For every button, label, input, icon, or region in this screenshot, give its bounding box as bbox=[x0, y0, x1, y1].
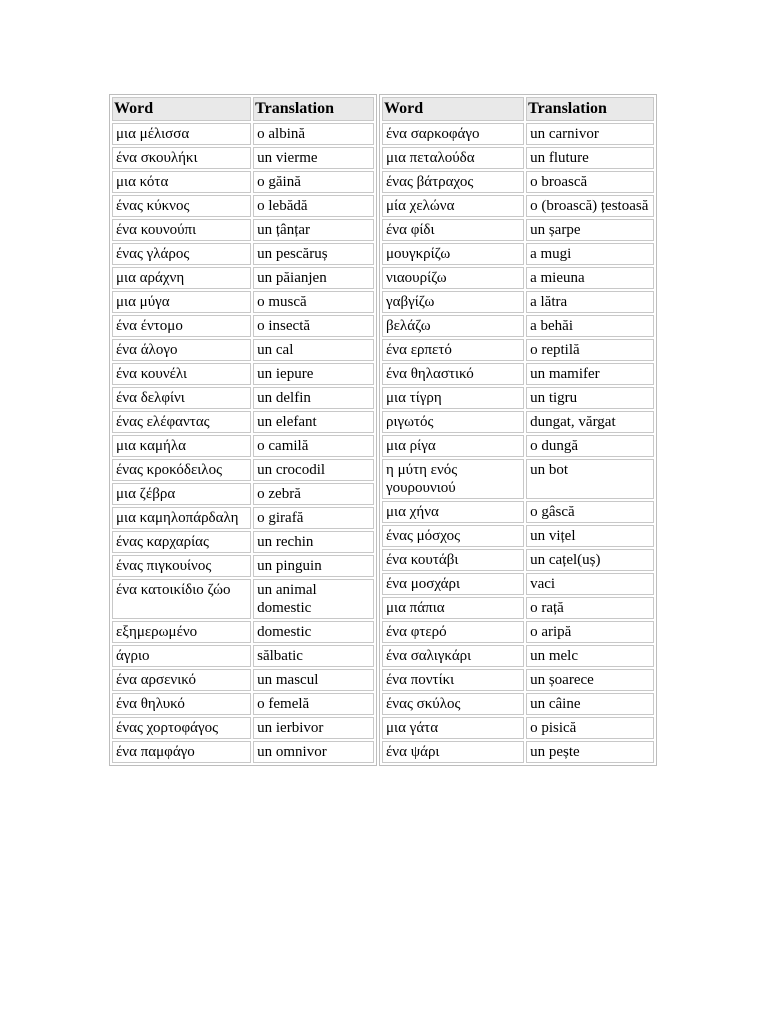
translation-cell: o gâscă bbox=[526, 501, 654, 523]
translation-cell: un pinguin bbox=[253, 555, 374, 577]
translation-cell: vaci bbox=[526, 573, 654, 595]
translation-cell: o rață bbox=[526, 597, 654, 619]
table-row bbox=[112, 693, 374, 715]
table-row bbox=[382, 597, 654, 619]
table-row bbox=[382, 525, 654, 547]
table-row bbox=[382, 621, 654, 643]
table-row bbox=[112, 339, 374, 361]
column-header-translation: Translation bbox=[253, 97, 374, 121]
greek-word-cell: μια χήνα bbox=[382, 501, 524, 523]
greek-word-cell: ένα σαρκοφάγο bbox=[382, 123, 524, 145]
table-row bbox=[112, 483, 374, 505]
greek-word-cell: μια πάπια bbox=[382, 597, 524, 619]
greek-word-cell: μια καμηλοπάρδαλη bbox=[112, 507, 251, 529]
greek-word-cell: ένα θηλαστικό bbox=[382, 363, 524, 385]
translation-cell: a behăi bbox=[526, 315, 654, 337]
table-row bbox=[382, 363, 654, 385]
header-row bbox=[382, 97, 654, 121]
translation-cell: un elefant bbox=[253, 411, 374, 433]
table-row bbox=[382, 195, 654, 217]
greek-word-cell: μια μύγα bbox=[112, 291, 251, 313]
table-row bbox=[382, 573, 654, 595]
translation-cell: un pește bbox=[526, 741, 654, 763]
translation-cell: o găină bbox=[253, 171, 374, 193]
header-row bbox=[112, 97, 374, 121]
table-row bbox=[382, 267, 654, 289]
greek-word-cell: ένα κουνούπι bbox=[112, 219, 251, 241]
greek-word-cell: ένα σκουλήκι bbox=[112, 147, 251, 169]
greek-word-cell: ένας βάτραχος bbox=[382, 171, 524, 193]
table-body bbox=[112, 123, 374, 763]
table-row bbox=[382, 693, 654, 715]
translation-cell: un fluture bbox=[526, 147, 654, 169]
table-row bbox=[112, 315, 374, 337]
greek-word-cell: μία χελώνα bbox=[382, 195, 524, 217]
translation-cell: un carnivor bbox=[526, 123, 654, 145]
translation-cell: un animal domestic bbox=[253, 579, 374, 619]
greek-word-cell: μια γάτα bbox=[382, 717, 524, 739]
table-row bbox=[112, 435, 374, 457]
table-row bbox=[112, 459, 374, 481]
translation-cell: o pisică bbox=[526, 717, 654, 739]
greek-word-cell: μια αράχνη bbox=[112, 267, 251, 289]
table-row bbox=[112, 243, 374, 265]
translation-cell: o aripă bbox=[526, 621, 654, 643]
translation-cell: a lătra bbox=[526, 291, 654, 313]
greek-word-cell: ένα ψάρι bbox=[382, 741, 524, 763]
translation-cell: un omnivor bbox=[253, 741, 374, 763]
greek-word-cell: ένα φίδι bbox=[382, 219, 524, 241]
translation-cell: o reptilă bbox=[526, 339, 654, 361]
greek-word-cell: ένα έντομο bbox=[112, 315, 251, 337]
table-row bbox=[112, 171, 374, 193]
translation-cell: o femelă bbox=[253, 693, 374, 715]
translation-cell: un cal bbox=[253, 339, 374, 361]
table-row bbox=[382, 549, 654, 571]
greek-word-cell: ένα φτερό bbox=[382, 621, 524, 643]
translation-cell: o (broască) țestoasă bbox=[526, 195, 654, 217]
table-row bbox=[112, 147, 374, 169]
greek-word-cell: ένα κατοικίδιο ζώο bbox=[112, 579, 251, 619]
greek-word-cell: ένα δελφίνι bbox=[112, 387, 251, 409]
table-row bbox=[112, 123, 374, 145]
translation-cell: un melc bbox=[526, 645, 654, 667]
translation-cell: un pescăruș bbox=[253, 243, 374, 265]
greek-word-cell: ένας χορτοφάγος bbox=[112, 717, 251, 739]
table-row bbox=[382, 123, 654, 145]
greek-word-cell: ένας γλάρος bbox=[112, 243, 251, 265]
table-row bbox=[112, 219, 374, 241]
table-row bbox=[382, 411, 654, 433]
greek-word-cell: ένα κουτάβι bbox=[382, 549, 524, 571]
translation-cell: o insectă bbox=[253, 315, 374, 337]
translation-cell: a mugi bbox=[526, 243, 654, 265]
table-row bbox=[112, 195, 374, 217]
translation-cell: un țânțar bbox=[253, 219, 374, 241]
translation-cell: o albină bbox=[253, 123, 374, 145]
table-row bbox=[382, 435, 654, 457]
table-row bbox=[382, 459, 654, 499]
translation-cell: un rechin bbox=[253, 531, 374, 553]
translation-cell: un crocodil bbox=[253, 459, 374, 481]
greek-word-cell: μουγκρίζω bbox=[382, 243, 524, 265]
table-row bbox=[382, 243, 654, 265]
greek-word-cell: ένα μοσχάρι bbox=[382, 573, 524, 595]
greek-word-cell: γαβγίζω bbox=[382, 291, 524, 313]
table-row bbox=[382, 291, 654, 313]
greek-word-cell: μια τίγρη bbox=[382, 387, 524, 409]
greek-word-cell: ένας κύκνος bbox=[112, 195, 251, 217]
table-row bbox=[382, 171, 654, 193]
translation-cell: un mamifer bbox=[526, 363, 654, 385]
greek-word-cell: μια κότα bbox=[112, 171, 251, 193]
translation-cell: un șarpe bbox=[526, 219, 654, 241]
greek-word-cell: βελάζω bbox=[382, 315, 524, 337]
translation-cell: dungat, vărgat bbox=[526, 411, 654, 433]
translation-cell: domestic bbox=[253, 621, 374, 643]
greek-word-cell: ένα άλογο bbox=[112, 339, 251, 361]
greek-word-cell: μια πεταλούδα bbox=[382, 147, 524, 169]
translation-cell: sălbatic bbox=[253, 645, 374, 667]
translation-cell: o lebădă bbox=[253, 195, 374, 217]
greek-word-cell: άγριο bbox=[112, 645, 251, 667]
table-row bbox=[382, 315, 654, 337]
table-row bbox=[112, 531, 374, 553]
greek-word-cell: ένα σαλιγκάρι bbox=[382, 645, 524, 667]
greek-word-cell: ένα κουνέλι bbox=[112, 363, 251, 385]
table-row bbox=[382, 387, 654, 409]
table-row bbox=[382, 147, 654, 169]
table-row bbox=[112, 267, 374, 289]
greek-word-cell: μια ζέβρα bbox=[112, 483, 251, 505]
table-row bbox=[112, 507, 374, 529]
table-row bbox=[112, 291, 374, 313]
greek-word-cell: η μύτη ενός γουρουνιού bbox=[382, 459, 524, 499]
translation-cell: o broască bbox=[526, 171, 654, 193]
greek-word-cell: ένας μόσχος bbox=[382, 525, 524, 547]
translation-cell: o muscă bbox=[253, 291, 374, 313]
column-header-word: Word bbox=[112, 97, 251, 121]
greek-word-cell: ένα ποντίκι bbox=[382, 669, 524, 691]
table-row bbox=[112, 387, 374, 409]
greek-word-cell: ένα αρσενικό bbox=[112, 669, 251, 691]
greek-word-cell: μια ρίγα bbox=[382, 435, 524, 457]
greek-word-cell: εξημερωμένο bbox=[112, 621, 251, 643]
vocab-table-right bbox=[379, 94, 657, 766]
translation-cell: un delfin bbox=[253, 387, 374, 409]
greek-word-cell: μια καμήλα bbox=[112, 435, 251, 457]
translation-cell: o camilă bbox=[253, 435, 374, 457]
table-row bbox=[112, 363, 374, 385]
column-header-word: Word bbox=[382, 97, 524, 121]
translation-cell: un șoarece bbox=[526, 669, 654, 691]
vocab-table-left bbox=[109, 94, 377, 766]
greek-word-cell: ένας ελέφαντας bbox=[112, 411, 251, 433]
translation-cell: un vierme bbox=[253, 147, 374, 169]
translation-cell: un păianjen bbox=[253, 267, 374, 289]
table-row bbox=[382, 717, 654, 739]
table-row bbox=[112, 645, 374, 667]
column-header-translation: Translation bbox=[526, 97, 654, 121]
table-row bbox=[112, 579, 374, 619]
greek-word-cell: ένας σκύλος bbox=[382, 693, 524, 715]
greek-word-cell: ένα θηλυκό bbox=[112, 693, 251, 715]
table-body bbox=[382, 123, 654, 763]
table-row bbox=[382, 339, 654, 361]
greek-word-cell: νιαουρίζω bbox=[382, 267, 524, 289]
translation-cell: o girafă bbox=[253, 507, 374, 529]
translation-cell: un mascul bbox=[253, 669, 374, 691]
table-row bbox=[382, 741, 654, 763]
table-row bbox=[112, 669, 374, 691]
greek-word-cell: ένα παμφάγο bbox=[112, 741, 251, 763]
table-row bbox=[382, 219, 654, 241]
table-row bbox=[382, 501, 654, 523]
translation-cell: un bot bbox=[526, 459, 654, 499]
translation-cell: un câine bbox=[526, 693, 654, 715]
translation-cell: un iepure bbox=[253, 363, 374, 385]
table-row bbox=[112, 741, 374, 763]
greek-word-cell: ένα ερπετό bbox=[382, 339, 524, 361]
table-row bbox=[112, 717, 374, 739]
translation-cell: o zebră bbox=[253, 483, 374, 505]
greek-word-cell: μια μέλισσα bbox=[112, 123, 251, 145]
table-row bbox=[112, 621, 374, 643]
table-row bbox=[112, 411, 374, 433]
translation-cell: un tigru bbox=[526, 387, 654, 409]
translation-cell: un ierbivor bbox=[253, 717, 374, 739]
greek-word-cell: ένας πιγκουίνος bbox=[112, 555, 251, 577]
translation-cell: a mieuna bbox=[526, 267, 654, 289]
greek-word-cell: ένας καρχαρίας bbox=[112, 531, 251, 553]
table-row bbox=[112, 555, 374, 577]
table-row bbox=[382, 645, 654, 667]
translation-cell: o dungă bbox=[526, 435, 654, 457]
translation-cell: un vițel bbox=[526, 525, 654, 547]
translation-cell: un cațel(uș) bbox=[526, 549, 654, 571]
greek-word-cell: ριγωτός bbox=[382, 411, 524, 433]
table-row bbox=[382, 669, 654, 691]
greek-word-cell: ένας κροκόδειλος bbox=[112, 459, 251, 481]
